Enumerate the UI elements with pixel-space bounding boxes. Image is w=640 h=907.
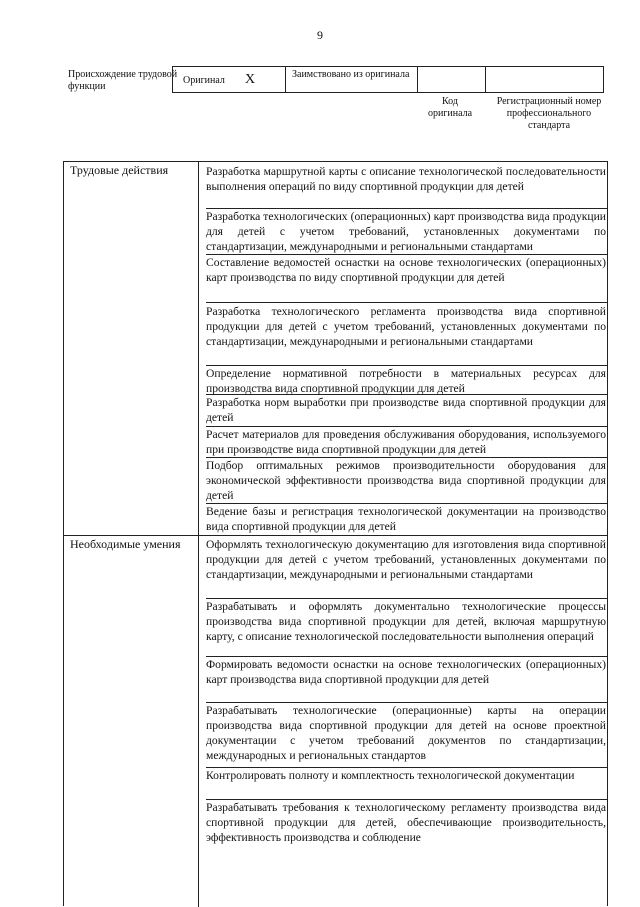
table-cell: Разработка технологического регламента производства вида спортивной продукции для детей с учетом требований, установленных документами по стандартизации, международными и региональными стандартами [206,305,606,348]
table-cell: Разработка маршрутной карты с описание технологической последовательности выполнения операций по виду спортивной продукции для детей [206,165,606,193]
reg-number-cell [486,67,603,92]
table-cell: Ведение базы и регистрация технологической документации на производство вида спортивной продукции для детей [206,505,606,533]
borrowed-label: Заимствовано из оригинала [292,69,410,80]
page-number: 9 [317,28,323,42]
section-label: Трудовые действия [70,163,169,177]
table-cell: Определение нормативной потребности в материальных ресурсах для производства вида спортивной продукции для детей [206,367,606,395]
table-cell: Расчет материалов для проведения обслуживания оборудования, используемого при производстве вида спортивной продукции для детей [206,428,606,456]
table-cell: Контролировать полноту и комплектность технологической документации [206,769,575,782]
table-cell: Формировать ведомости оснастки на основе технологических (операционных) карт производства вида спортивной продукции для детей [206,658,606,686]
original-label: Оригинал [183,75,225,86]
table-cell: Разрабатывать технологические (операционные) карты на операции производства вида спортивной продукции для детей на основе проектной документации с учетом требований документов по стандартизации, международных и региональных стандартов [206,704,606,762]
origin-label: Происхождение трудовой функции [68,69,178,92]
table-cell: Разработка норм выработки при производстве вида спортивной продукции для детей [206,396,606,424]
functions-table [63,161,608,906]
table-cell: Разработка технологических (операционных) карт производства вида продукции для детей с учетом требований, установленных документами по стандартизации, международными и региональными стандартами [206,210,606,253]
original-cell [173,67,286,92]
section-label-cell [64,536,199,907]
borrowed-cell [286,67,418,92]
section-label-cell [64,162,199,535]
section-label: Необходимые умения [70,537,181,551]
table-cell: Оформлять технологическую документацию для изготовления вида спортивной продукции для детей с учетом требований, установленных документами по стандартизации, международными и региональными стандартами [206,538,606,581]
code-label: Код оригинала [427,96,473,119]
reg-number-label: Регистрационный номер профессионального стандарта [496,96,602,131]
table-cell: Разрабатывать требования к технологическому регламенту производства вида спортивной продукции для детей, обеспечивающие производительность, эффективность производства и соблюдение [206,801,606,844]
table-cell: Разрабатывать и оформлять документально технологические процессы производства вида спортивной продукции для детей, включая маршрутную карту, с описание технологической последовательности выполнения операций [206,600,606,643]
row-divider [206,302,607,303]
original-mark: X [245,72,256,87]
table-cell: Составление ведомостей оснастки на основе технологических (операционных) карт производства по виду спортивной продукции для детей [206,256,606,284]
table-cell: Подбор оптимальных режимов производительности оборудования для экономической эффективности производства вида спортивной продукции для детей [206,459,606,502]
origin-table [172,66,604,93]
code-cell [418,67,486,92]
